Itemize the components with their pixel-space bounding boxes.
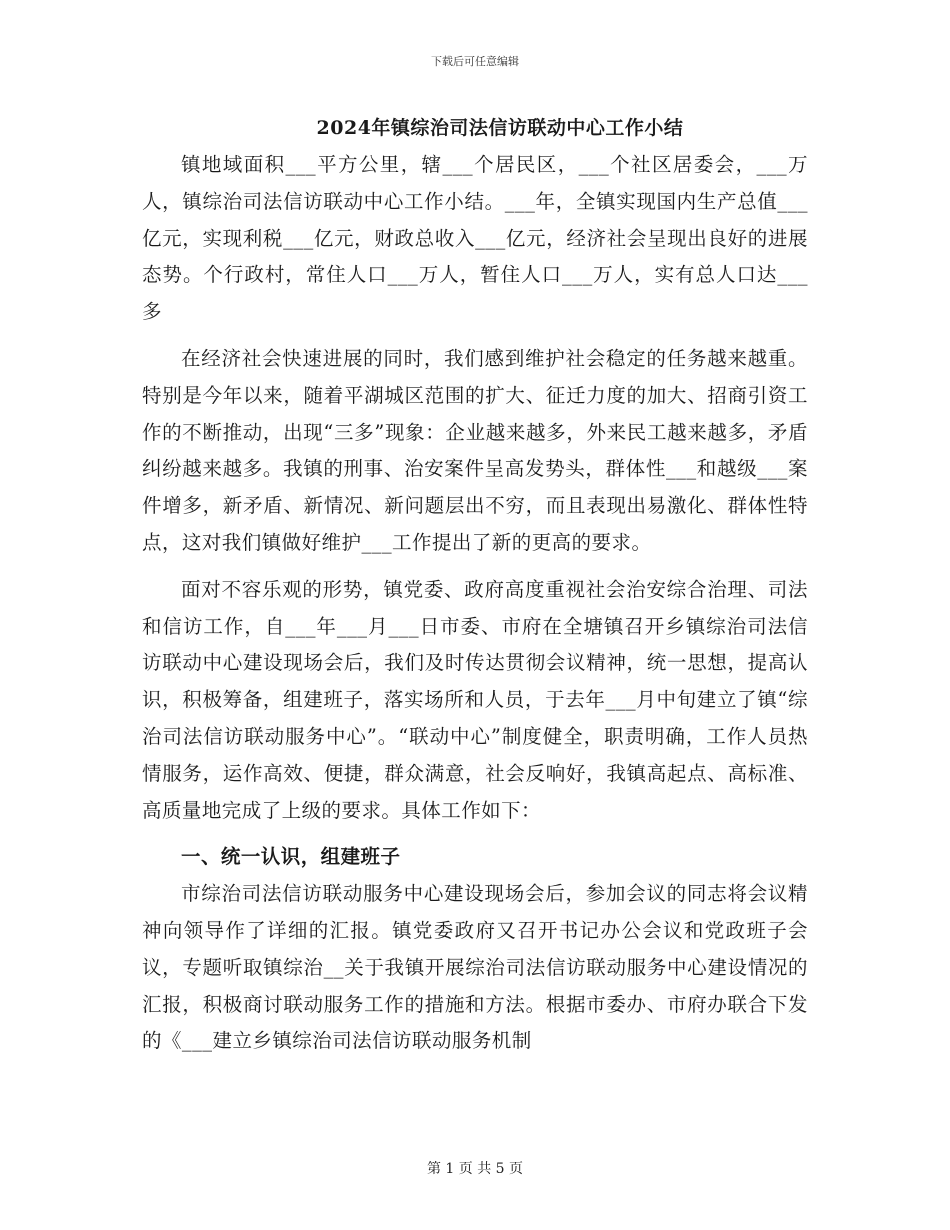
page-header-note: 下载后可任意编辑 [431,55,519,68]
paragraph-response: 面对不容乐观的形势，镇党委、政府高度重视社会治安综合治理、司法和信访工作，自___年___月___日市委、市府在全塘镇召开乡镇综治司法信访联动中心建设现场会后，我们及时传达贯彻会议精神，统一思想，提高认识，积极筹备，组建班子，落实场所和人员，于去年___月中旬建立了镇“综治司法信访联动服务中心”。“联动中心”制度健全，职责明确，工作人员热情服务，运作高效、便捷，群众满意，社会反响好，我镇高起点、高标准、高质量地完成了上级的要求。具体工作如下： [142,577,808,822]
document-body [142,147,808,1060]
section-heading: 一、统一认识，组建班子 [181,845,401,869]
paragraph-intro: 镇地域面积___平方公里，辖___个居民区，___个社区居委会，___万人，镇综治司法信访联动中心工作小结。___年，全镇实现国内生产总值___亿元，实现利税___亿元，财政总收入___亿元，经济社会呈现出良好的进展态势。个行政村，常住人口___万人，暂住人口___万人，实有总人口达___多 [142,153,808,324]
page-footer: 第 1 页 共 5 页 [426,1161,524,1177]
paragraph-section-one: 市综治司法信访联动服务中心建设现场会后，参加会议的同志将会议精神向领导作了详细的汇报。镇党委政府又召开书记办公会议和党政班子会议，专题听取镇综治__关于我镇开展综治司法信访联动服务中心建设情况的汇报，积极商讨联动服务工作的措施和方法。根据市委办、市府办联合下发的《___建立乡镇综治司法信访联动服务机制 [142,882,808,1053]
paragraph-situation: 在经济社会快速进展的同时，我们感到维护社会稳定的任务越来越重。特别是今年以来，随着平湖城区范围的扩大、征迁力度的加大、招商引资工作的不断推动，出现“三多”现象：企业越来越多，外来民工越来越多，矛盾纠纷越来越多。我镇的刑事、治安案件呈高发势头，群体性___和越级___案件增多，新矛盾、新情况、新问题层出不穷，而且表现出易激化、群体性特点，这对我们镇做好维护___工作提出了新的更高的要求。 [142,346,808,554]
document-title: 2024年镇综治司法信访联动中心工作小结 [316,117,684,139]
